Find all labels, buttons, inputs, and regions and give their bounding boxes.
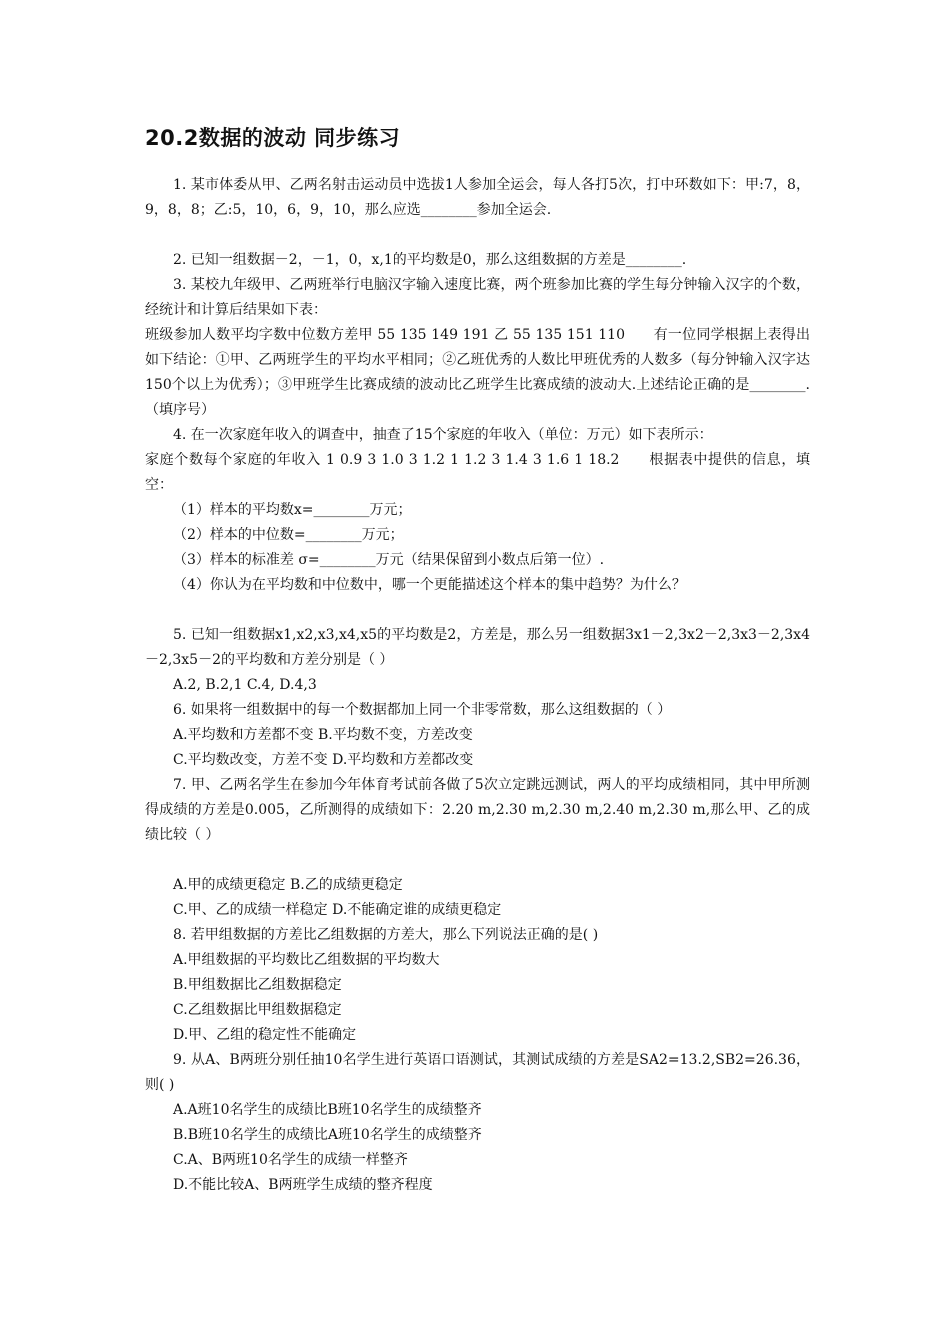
paragraph-text: 家庭个数每个家庭的年收入 1 0.9 3 1.0 3 1.2 1 1.2 3 1.4 3 1.6 1 18.2 根据表中提供的信息，填空： xyxy=(145,452,810,493)
answer-option: C.甲、乙的成绩一样稳定 D.不能确定谁的成绩更稳定 xyxy=(173,902,502,918)
question-text: 9. 从A、B两班分别任抽10名学生进行英语口语测试，其测试成绩的方差是SA2=13.2,SB2=26.36，则( ) xyxy=(145,1052,810,1093)
blank-line xyxy=(145,598,810,623)
answer-option: C.平均数改变，方差不变 D.平均数和方差都改变 xyxy=(173,752,474,768)
question-text: 3. 某校九年级甲、乙两班举行电脑汉字输入速度比赛，两个班参加比赛的学生每分钟输入汉字的个数，经统计和计算后结果如下表： xyxy=(145,277,810,318)
answer-option: D.甲、乙组的稳定性不能确定 xyxy=(173,1027,357,1043)
answer-option: A.A班10名学生的成绩比B班10名学生的成绩整齐 xyxy=(173,1102,482,1118)
answer-option: D.不能比较A、B两班学生成绩的整齐程度 xyxy=(173,1177,433,1193)
answer-option: B.B班10名学生的成绩比A班10名学生的成绩整齐 xyxy=(173,1127,482,1143)
exercise-content xyxy=(145,173,810,1198)
answer-option: A.甲组数据的平均数比乙组数据的平均数大 xyxy=(173,952,440,968)
blank-line xyxy=(145,223,810,248)
answer-option: A.甲的成绩更稳定 B.乙的成绩更稳定 xyxy=(173,877,403,893)
question-text: 5. 已知一组数据x1,x2,x3,x4,x5的平均数是2，方差是，那么另一组数据3x1－2,3x2－2,3x3－2,3x4－2,3x5－2的平均数和方差分别是（ ） xyxy=(145,627,810,668)
answer-option: C.A、B两班10名学生的成绩一样整齐 xyxy=(173,1152,408,1168)
sub-question: （3）样本的标准差 σ=________万元（结果保留到小数点后第一位）. xyxy=(173,552,605,568)
question-text: 8. 若甲组数据的方差比乙组数据的方差大，那么下列说法正确的是( ) xyxy=(173,927,599,943)
question-text: 2. 已知一组数据－2，－1，0，x,1的平均数是0，那么这组数据的方差是________. xyxy=(173,252,687,268)
sub-question: （1）样本的平均数x=________万元； xyxy=(173,502,412,518)
sub-question: （4）你认为在平均数和中位数中，哪一个更能描述这个样本的集中趋势？为什么？ xyxy=(173,577,686,593)
paragraph-text: 班级参加人数平均字数中位数方差甲 55 135 149 191 乙 55 135 151 110 有一位同学根据上表得出如下结论：①甲、乙两班学生的平均水平相同；②乙班优秀的人数比甲班优秀的人数多（每分钟输入汉字达150个以上为优秀）；③甲班学生比赛成绩的波动比乙班学生比赛成绩的波动大.上述结论正确的是________.（填序号） xyxy=(145,327,810,418)
blank-line xyxy=(145,848,810,873)
question-text: 4. 在一次家庭年收入的调查中，抽查了15个家庭的年收入（单位：万元）如下表所示： xyxy=(173,427,713,443)
answer-option: C.乙组数据比甲组数据稳定 xyxy=(173,1002,342,1018)
sub-question: （2）样本的中位数=________万元； xyxy=(173,527,404,543)
page-title: 20.2数据的波动 同步练习 xyxy=(145,126,401,150)
answer-option: A.2, B.2,1 C.4, D.4,3 xyxy=(173,677,317,693)
answer-option: A.平均数和方差都不变 B.平均数不变，方差改变 xyxy=(173,727,473,743)
question-text: 1. 某市体委从甲、乙两名射击运动员中选拔1人参加全运会，每人各打5次，打中环数如下：甲:7，8，9，8，8；乙:5，10，6，9，10，那么应选________参加全运会. xyxy=(145,177,810,218)
answer-option: B.甲组数据比乙组数据稳定 xyxy=(173,977,342,993)
question-text: 6. 如果将一组数据中的每一个数据都加上同一个非零常数，那么这组数据的（ ） xyxy=(173,702,672,718)
question-text: 7. 甲、乙两名学生在参加今年体育考试前各做了5次立定跳远测试，两人的平均成绩相同，其中甲所测得成绩的方差是0.005，乙所测得的成绩如下：2.20 m,2.30 m,2.30 m,2.40 m,2.30 m,那么甲、乙的成绩比较（ ） xyxy=(145,777,810,843)
